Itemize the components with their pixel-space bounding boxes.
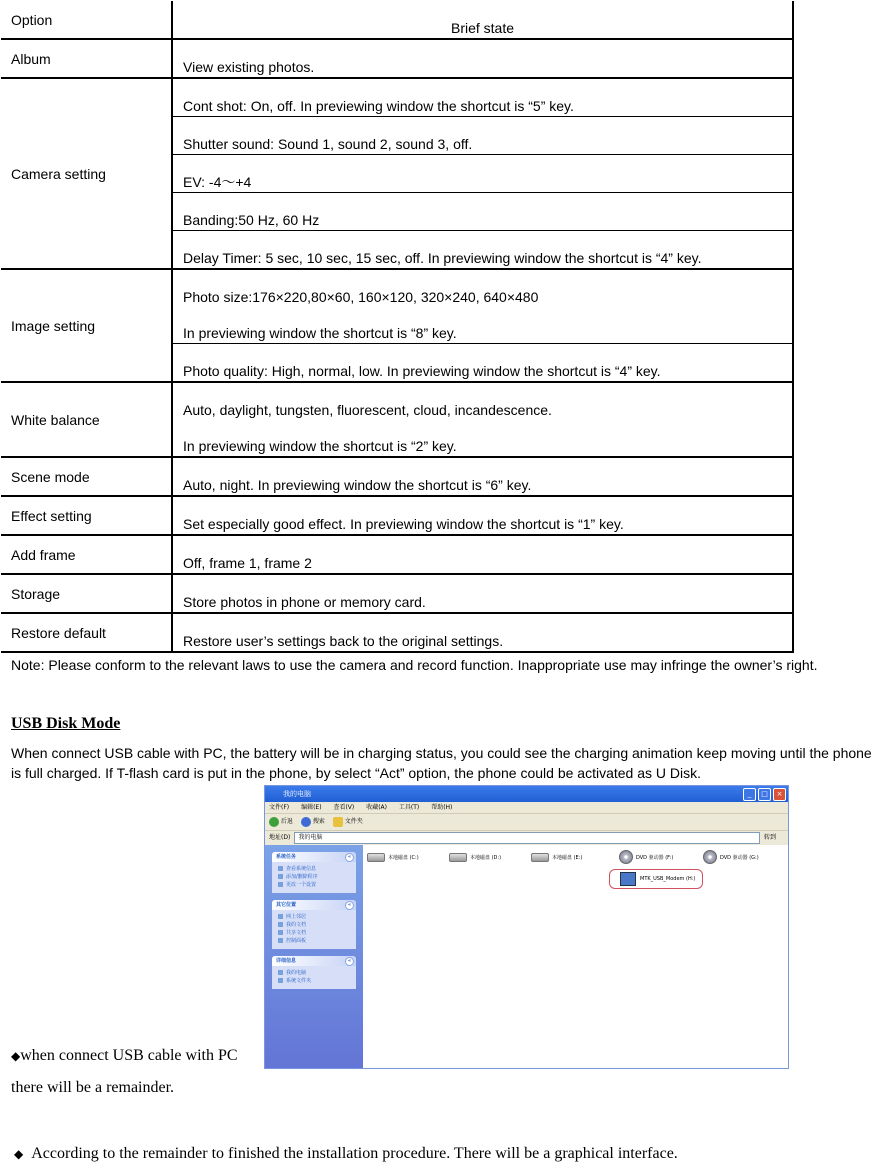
panel-title[interactable]: 其它位置 « <box>272 900 356 910</box>
table-row <box>1 496 793 535</box>
window-title: 我的电脑 <box>283 790 311 798</box>
state-text: Banding:50 Hz, 60 Hz <box>183 212 320 228</box>
state-cell <box>172 269 793 344</box>
camera-settings-table <box>1 1 794 653</box>
menu-bar <box>265 802 788 814</box>
drive-label: 本地磁盘 (E:) <box>552 855 583 861</box>
usb-disk-mode-heading: USB Disk Mode <box>11 715 121 732</box>
details-text: 我的电脑 <box>278 969 352 977</box>
panel-details <box>272 956 356 989</box>
option-cell: Add frame <box>1 535 172 574</box>
window-titlebar <box>265 786 788 802</box>
close-icon[interactable]: × <box>773 788 786 801</box>
folders-button[interactable] <box>333 814 363 830</box>
table-row <box>1 39 793 78</box>
address-input[interactable]: 我的电脑 <box>294 832 760 844</box>
task-link[interactable]: 更改一个设置 <box>278 881 352 889</box>
state-text: Set especially good effect. In previewing window the shortcut is “1” key. <box>183 516 624 532</box>
address-bar <box>265 831 788 845</box>
panel-title[interactable]: 系统任务 « <box>272 852 356 862</box>
folder-icon <box>333 817 343 827</box>
drive-d[interactable] <box>449 853 501 862</box>
table-row <box>1 457 793 496</box>
option-cell: Scene mode <box>1 457 172 496</box>
state-text: Photo quality: High, normal, low. In previewing window the shortcut is “4” key. <box>183 363 661 379</box>
bullet-installation <box>14 1145 678 1163</box>
drive-label: DVD 驱动器 (G:) <box>720 854 759 861</box>
state-text: Delay Timer: 5 sec, 10 sec, 15 sec, off. In previewing window the shortcut is “4” key. <box>183 250 702 266</box>
state-text: Off, frame 1, frame 2 <box>183 555 312 571</box>
bullet-installation-text: According to the remainder to finished the installation procedure. There will be a graphical interface. <box>31 1145 678 1162</box>
drive-label: DVD 驱动器 (F:) <box>636 854 674 861</box>
header-option: Option <box>1 1 172 39</box>
camera-usage-note: Note: Please conform to the relevant laws to use the camera and record function. Inappropriate use may infringe the owner’s right. <box>11 657 818 673</box>
option-cell: White balance <box>1 382 172 457</box>
menu-help[interactable]: 帮助(H) <box>431 804 453 811</box>
state-text: Store photos in phone or memory card. <box>183 594 426 610</box>
option-cell: Album <box>1 39 172 78</box>
dvd-drive-icon <box>619 850 633 864</box>
state-text: EV: -4～+4 <box>183 174 252 190</box>
menu-file[interactable]: 文件(F) <box>269 804 290 811</box>
search-label: 搜索 <box>312 818 325 825</box>
address-label: 地址(D) <box>269 834 291 841</box>
details-text: 系统文件夹 <box>278 977 352 985</box>
state-cell <box>172 496 793 535</box>
usb-modem-drive[interactable] <box>609 869 703 889</box>
state-cell <box>172 78 793 117</box>
state-cell <box>172 574 793 613</box>
option-cell: Restore default <box>1 613 172 652</box>
state-cell <box>172 382 793 457</box>
maximize-icon[interactable]: □ <box>758 788 771 801</box>
state-cell <box>172 155 793 193</box>
table-row <box>1 613 793 652</box>
menu-tools[interactable]: 工具(T) <box>398 804 420 811</box>
task-pane <box>265 845 363 1068</box>
option-cell: Image setting <box>1 269 172 382</box>
tool-bar <box>265 814 788 831</box>
hard-disk-icon <box>531 853 549 862</box>
state-cell <box>172 535 793 574</box>
state-text: Shutter sound: Sound 1, sound 2, sound 3, off. <box>183 136 473 152</box>
option-cell: Effect setting <box>1 496 172 535</box>
diamond-bullet-icon: ◆ <box>14 1147 24 1161</box>
drive-label: 本地磁盘 (D:) <box>470 855 502 861</box>
state-text: In previewing window the shortcut is “2” key. <box>183 438 457 454</box>
table-row <box>1 574 793 613</box>
menu-view[interactable]: 查看(V) <box>333 804 355 811</box>
table-row <box>1 382 793 457</box>
drive-c[interactable] <box>367 853 419 862</box>
panel-title[interactable]: 详细信息 « <box>272 956 356 966</box>
state-cell <box>172 39 793 78</box>
remainder-line: there will be a remainder. <box>11 1079 175 1096</box>
table-row <box>1 78 793 117</box>
bullet-connect-usb-text: when connect USB cable with PC <box>20 1047 238 1064</box>
drive-e[interactable] <box>531 853 582 862</box>
usb-paragraph: When connect USB cable with PC, the battery will be in charging status, you could see the charging animation keep moving until the phone is full charged. If T-flash card is put in the phone, by select “Act” option, the phone could be activated as U Disk. <box>11 745 872 781</box>
back-button[interactable] <box>269 814 293 830</box>
state-text: Photo size:176×220,80×60, 160×120, 320×240, 640×480 <box>183 289 539 305</box>
drive-f[interactable] <box>619 850 673 864</box>
place-link[interactable]: 网上邻居 <box>278 913 352 921</box>
usb-device-icon <box>620 872 636 886</box>
state-text: Auto, night. In previewing window the shortcut is “6” key. <box>183 477 532 493</box>
hard-disk-icon <box>449 853 467 862</box>
state-cell <box>172 231 793 270</box>
folders-label: 文件夹 <box>344 818 363 825</box>
state-cell <box>172 457 793 496</box>
table-row <box>1 269 793 344</box>
header-brief-state: Brief state <box>450 20 515 36</box>
back-arrow-icon <box>269 817 279 827</box>
my-computer-screenshot <box>264 785 789 1069</box>
usb-drive-label: MTK_USB_Modem (H:) <box>640 876 696 882</box>
hard-disk-icon <box>367 853 385 862</box>
table-header-row <box>1 1 793 39</box>
place-link[interactable]: 控制面板 <box>278 937 352 945</box>
place-link[interactable]: 共享文档 <box>278 929 352 937</box>
drives-area <box>363 845 788 1068</box>
option-cell: Camera setting <box>1 78 172 269</box>
task-link[interactable]: 添加/删除程序 <box>278 873 352 881</box>
drive-label: 本地磁盘 (C:) <box>388 855 419 861</box>
state-cell <box>172 193 793 231</box>
minimize-icon[interactable]: _ <box>743 788 756 801</box>
state-text: Cont shot: On, off. In previewing window the shortcut is “5” key. <box>183 98 574 114</box>
state-text: View existing photos. <box>183 59 315 75</box>
search-button[interactable] <box>301 814 325 830</box>
drive-g[interactable] <box>703 850 759 864</box>
panel-system-tasks <box>272 852 356 893</box>
state-text: In previewing window the shortcut is “8” key. <box>183 325 457 341</box>
state-text: Auto, daylight, tungsten, fluorescent, cloud, incandescence. <box>183 402 552 418</box>
dvd-drive-icon <box>703 850 717 864</box>
table-row <box>1 535 793 574</box>
menu-edit[interactable]: 编辑(E) <box>301 804 322 811</box>
bullet-connect-usb <box>11 1047 238 1065</box>
go-button[interactable]: 转到 <box>764 834 777 841</box>
back-label: 后退 <box>280 818 293 825</box>
option-cell: Storage <box>1 574 172 613</box>
state-cell <box>172 344 793 383</box>
menu-favorites[interactable]: 收藏(A) <box>366 804 387 811</box>
search-icon <box>301 817 311 827</box>
state-cell <box>172 117 793 155</box>
panel-other-places <box>272 900 356 949</box>
state-text: Restore user’s settings back to the original settings. <box>183 633 504 649</box>
task-link[interactable]: 查看系统信息 <box>278 865 352 873</box>
state-cell <box>172 613 793 652</box>
place-link[interactable]: 我的文档 <box>278 921 352 929</box>
diamond-bullet-icon: ◆ <box>11 1049 21 1063</box>
